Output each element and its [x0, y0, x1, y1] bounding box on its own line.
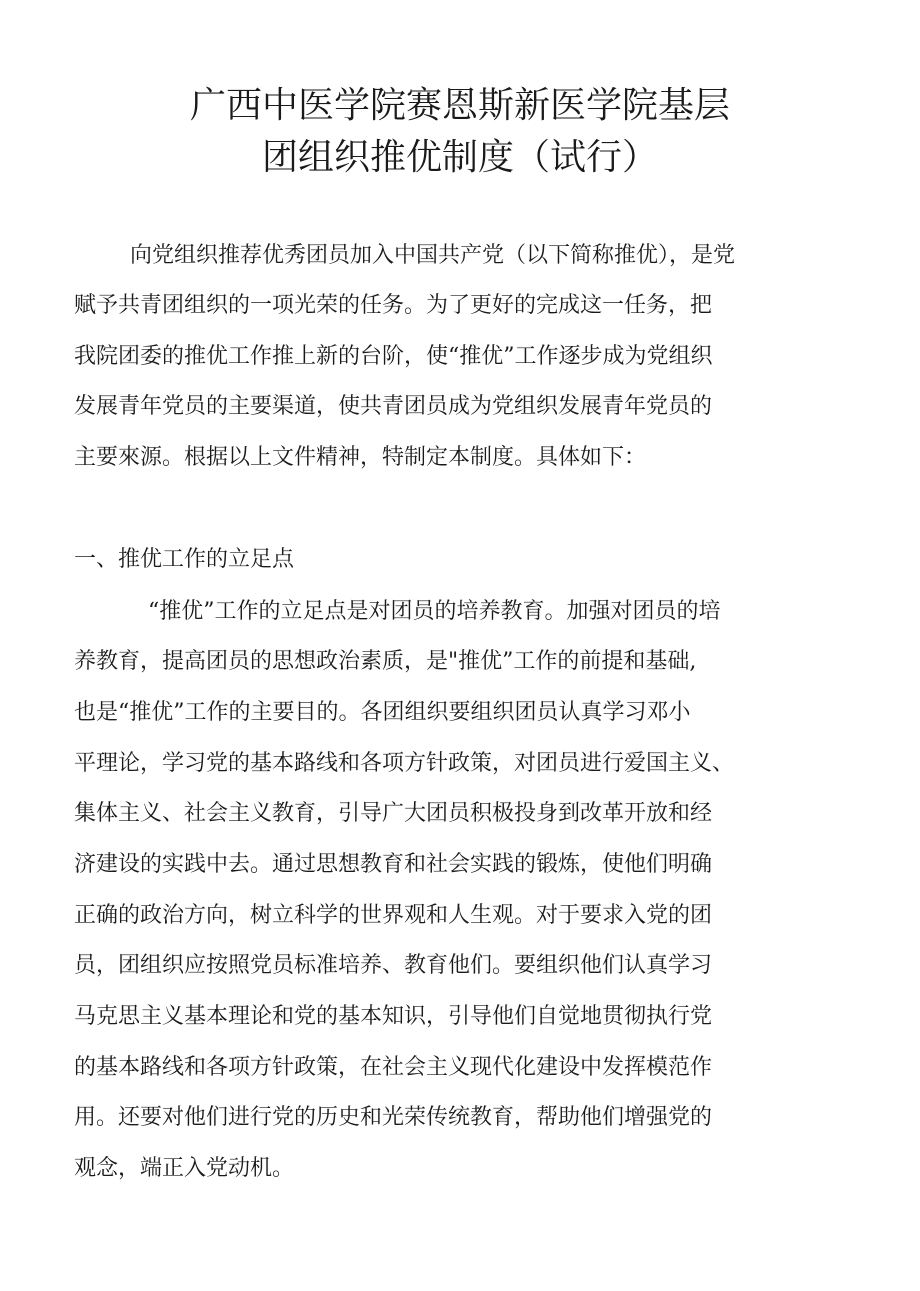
document-title-line-1: 广西中医学院赛恩斯新医学院基层: [189, 85, 730, 126]
section-paragraph-line: 马克思主义基本理论和党的基本知识，引导他们自觉地贯彻执行党: [74, 1004, 713, 1029]
intro-paragraph-line: 我院团委的推优工作推上新的台阶，使“推优”工作逐步成为党组织: [74, 344, 713, 369]
intro-paragraph-line: 发展青年党员的主要渠道，使共青团员成为党组织发展青年党员的: [74, 394, 713, 419]
intro-paragraph-line: 向党组织推荐优秀团员加入中国共产党（以下简称推优），是党: [130, 243, 736, 268]
section-paragraph-line: 集体主义、社会主义教育，引导广大团员积极投身到改革开放和经: [74, 801, 713, 826]
intro-paragraph-line: 主要來源。根据以上文件精神，特制定本制度。具体如下：: [74, 445, 647, 470]
section-paragraph-line: 员，团组织应按照党员标准培养、教育他们。要组织他们认真学习: [74, 953, 713, 978]
section-paragraph-line: “推优”工作的立足点是对团员的培养教育。加强对团员的培: [148, 599, 721, 624]
document-title-line-2: 团组织推优制度（试行）: [261, 137, 658, 178]
section-paragraph-line: 观念，端正入党动机。: [74, 1156, 295, 1181]
section-paragraph-line: 平理论，学习党的基本路线和各项方针政策，对团员进行爱国主义、: [74, 751, 735, 776]
section-paragraph-line: 济建设的实践中去。通过思想教育和社会实践的锻炼，使他们明确: [74, 852, 713, 877]
section-paragraph-line: 用。还要对他们进行党的历史和光荣传统教育，帮助他们增强党的: [74, 1105, 713, 1130]
section-paragraph-line: 正确的政治方向，树立科学的世界观和人生观。对于要求入党的团: [74, 903, 713, 928]
section-paragraph-line: 的基本路线和各项方针政策，在社会主义现代化建设中发挥模范作: [74, 1055, 713, 1080]
section-heading: 一、推优工作的立足点: [74, 547, 295, 572]
intro-paragraph-line: 赋予共青团组织的一项光荣的任务。为了更好的完成这一任务，把: [74, 293, 713, 318]
section-paragraph-line: 养教育，提高团员的思想政治素质，是"推优”工作的前提和基础,: [74, 649, 697, 674]
section-paragraph-line: 也是“推优”工作的主要目的。各团组织要组织团员认真学习邓小: [74, 700, 691, 725]
